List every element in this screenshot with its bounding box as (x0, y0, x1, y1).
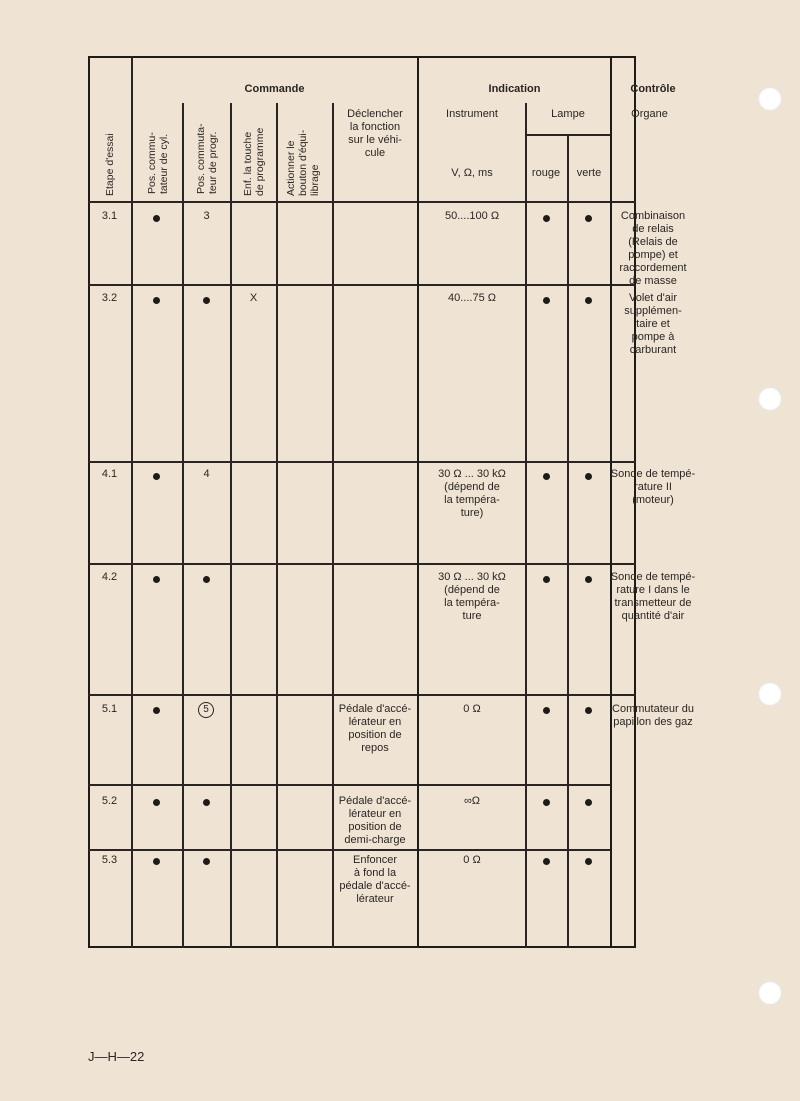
lamp-verte-dot (585, 215, 592, 222)
row-organe: Commutateur du papillon des gaz (612, 703, 694, 728)
header-lampe: Lampe (551, 108, 585, 120)
lamp-rouge-dot (543, 707, 550, 714)
header-etape: Etape d'essai (104, 133, 116, 196)
row-instrument: 40....75 Ω (448, 292, 496, 304)
row-organe: Combinaison de relais (Relais de pompe) et raccordement de masse (619, 210, 687, 287)
lamp-verte-dot (585, 799, 592, 806)
test-table (88, 56, 696, 948)
row-organe: Volet d'air supplémen- taire et pompe à carburant (624, 292, 682, 356)
row-instrument: ∞Ω (463, 795, 481, 807)
header-controle: Contrôle (630, 83, 676, 95)
bullet-dot (153, 215, 160, 222)
header-actionner: Actionner le bouton d'équi- librage (285, 129, 321, 196)
circled-5: 5 (198, 702, 214, 718)
bullet-dot (203, 576, 210, 583)
lamp-verte-dot (585, 297, 592, 304)
header-declencher: Déclencher la fonction sur le véhi- cule (347, 108, 403, 159)
header-enf-touche: Enf. la touche de programme (242, 127, 266, 196)
row-step: 3.1 (101, 210, 118, 222)
lamp-verte-dot (585, 473, 592, 480)
row-step: 5.3 (101, 854, 118, 866)
lamp-rouge-dot (543, 576, 550, 583)
header-commande: Commande (244, 83, 305, 95)
row-declencher: Pédale d'accé- lérateur en position de demi-charge (338, 795, 412, 846)
row-step: 5.2 (101, 795, 118, 807)
header-organe: Organe (631, 108, 668, 120)
header-pos-cyl: Pos. commu- tateur de cyl. (146, 132, 170, 194)
row-step: 5.1 (101, 703, 118, 715)
bullet-dot (203, 799, 210, 806)
lamp-rouge-dot (543, 858, 550, 865)
bullet-dot (203, 297, 210, 304)
row-step: 4.1 (101, 468, 118, 480)
punch-hole (758, 682, 782, 706)
punch-hole (758, 981, 782, 1005)
header-pos-prog: Pos. commuta- teur de progr. (195, 123, 219, 194)
punch-hole (758, 87, 782, 111)
lamp-rouge-dot (543, 799, 550, 806)
lamp-verte-dot (585, 707, 592, 714)
header-indication: Indication (488, 83, 541, 95)
bullet-dot (153, 297, 160, 304)
header-units: V, Ω, ms (451, 167, 493, 179)
lamp-rouge-dot (543, 215, 550, 222)
row-instrument: 30 Ω ... 30 kΩ (dépend de la tempéra- ture (438, 571, 506, 622)
row-instrument: 50....100 Ω (444, 210, 500, 222)
row-enf: X (249, 292, 258, 304)
row-organe: Sonde de tempé- rature II (moteur) (610, 468, 696, 506)
header-verte: verte (576, 167, 602, 179)
lamp-rouge-dot (543, 297, 550, 304)
row-declencher: Pédale d'accé- lérateur en position de repos (338, 703, 412, 754)
bullet-dot (153, 576, 160, 583)
page-footer: J—H—22 (88, 1049, 145, 1064)
row-instrument: 0 Ω (463, 703, 481, 715)
lamp-verte-dot (585, 858, 592, 865)
lamp-verte-dot (585, 576, 592, 583)
row-organe: Sonde de tempé- rature I dans le transmetteur de quantité d'air (610, 571, 696, 622)
bullet-dot (203, 858, 210, 865)
bullet-dot (153, 799, 160, 806)
bullet-dot (153, 858, 160, 865)
bullet-dot (153, 707, 160, 714)
row-prog: 4 (203, 468, 210, 480)
header-rouge: rouge (531, 167, 561, 179)
row-instrument: 0 Ω (463, 854, 481, 866)
bullet-dot (153, 473, 160, 480)
punch-hole (758, 387, 782, 411)
lamp-rouge-dot (543, 473, 550, 480)
row-prog: 3 (203, 210, 210, 222)
row-step: 4.2 (101, 571, 118, 583)
header-instrument: Instrument (446, 108, 498, 120)
row-declencher: Enfoncer à fond la pédale d'accé- lérateur (339, 854, 411, 905)
row-step: 3.2 (101, 292, 118, 304)
row-instrument: 30 Ω ... 30 kΩ (dépend de la tempéra- ture) (438, 468, 506, 519)
